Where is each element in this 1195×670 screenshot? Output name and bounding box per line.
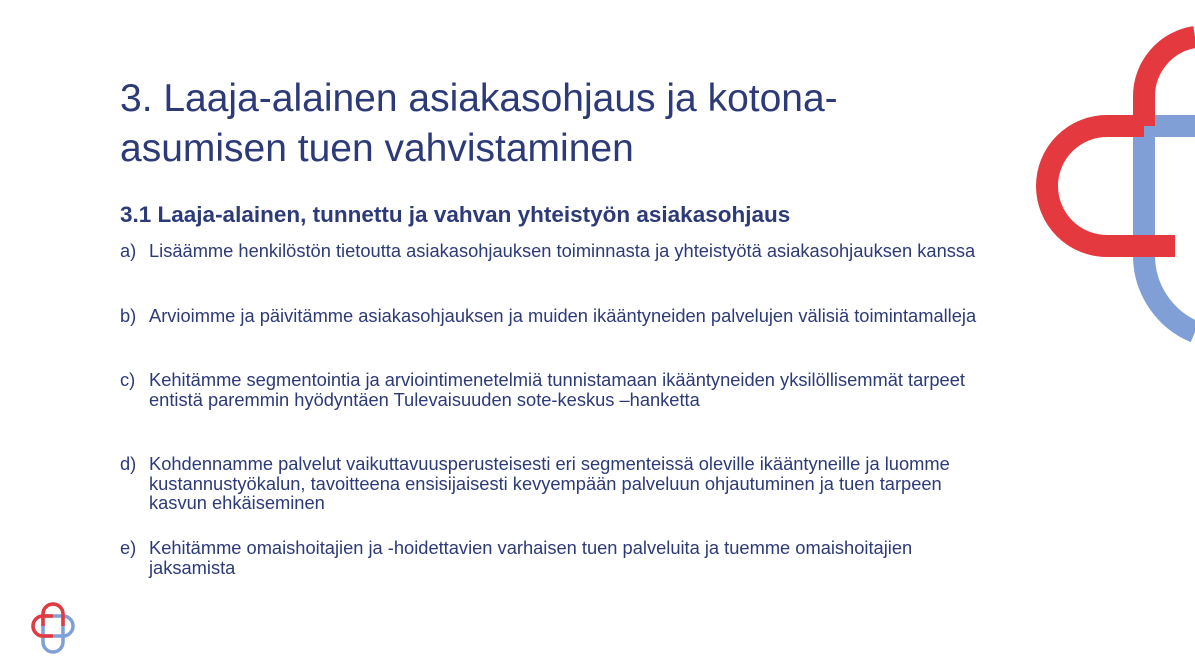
list-item bbox=[120, 538, 1000, 577]
section-heading: 3.1 Laaja-alainen, tunnettu ja vahvan yhteistyön asiakasohjaus bbox=[120, 202, 791, 227]
list-item bbox=[120, 241, 1000, 261]
list-item-marker: a) bbox=[120, 240, 137, 261]
list-item-text: Arvioimme ja päivitämme asiakasohjauksen ja muiden ikääntyneiden palvelujen välisiä toimintamalleja bbox=[149, 305, 977, 326]
list-item bbox=[120, 306, 1000, 326]
list-item-marker: c) bbox=[120, 369, 136, 390]
list-item-text: Kehitämme omaishoitajien ja -hoidettavien varhaisen tuen palveluita ja tuemme omaishoitajien jaksamista bbox=[149, 537, 913, 578]
cross-logo-decoration-icon bbox=[1035, 0, 1195, 345]
list-item-text: Kohdennamme palvelut vaikuttavuusperusteisesti eri segmenteissä oleville ikääntyneille ja luomme kustannustyökalun, tavoitteena ensisijaisesti kevyempään palveluun ohjautuminen ja tuen tarpeen kasvun ehkäiseminen bbox=[149, 453, 950, 513]
slide-title: 3. Laaja-alainen asiakasohjaus ja kotona-asumisen tuen vahvistaminen bbox=[120, 77, 838, 170]
list-item-marker: b) bbox=[120, 305, 137, 326]
list-item-text: Kehitämme segmentointia ja arviointimenetelmiä tunnistamaan ikääntyneiden yksilöllisemmät tarpeet entistä paremmin hyödyntäen Tulevaisuuden sote-keskus –hanketta bbox=[149, 369, 965, 410]
list-item-text: Lisäämme henkilöstön tietoutta asiakasohjauksen toiminnasta ja yhteistyötä asiakasohjauksen kanssa bbox=[149, 240, 976, 261]
list-item-marker: e) bbox=[120, 537, 137, 558]
list-item bbox=[120, 370, 1000, 409]
list-item bbox=[120, 454, 1000, 513]
list-item-marker: d) bbox=[120, 453, 137, 474]
cross-logo-icon bbox=[30, 600, 76, 656]
